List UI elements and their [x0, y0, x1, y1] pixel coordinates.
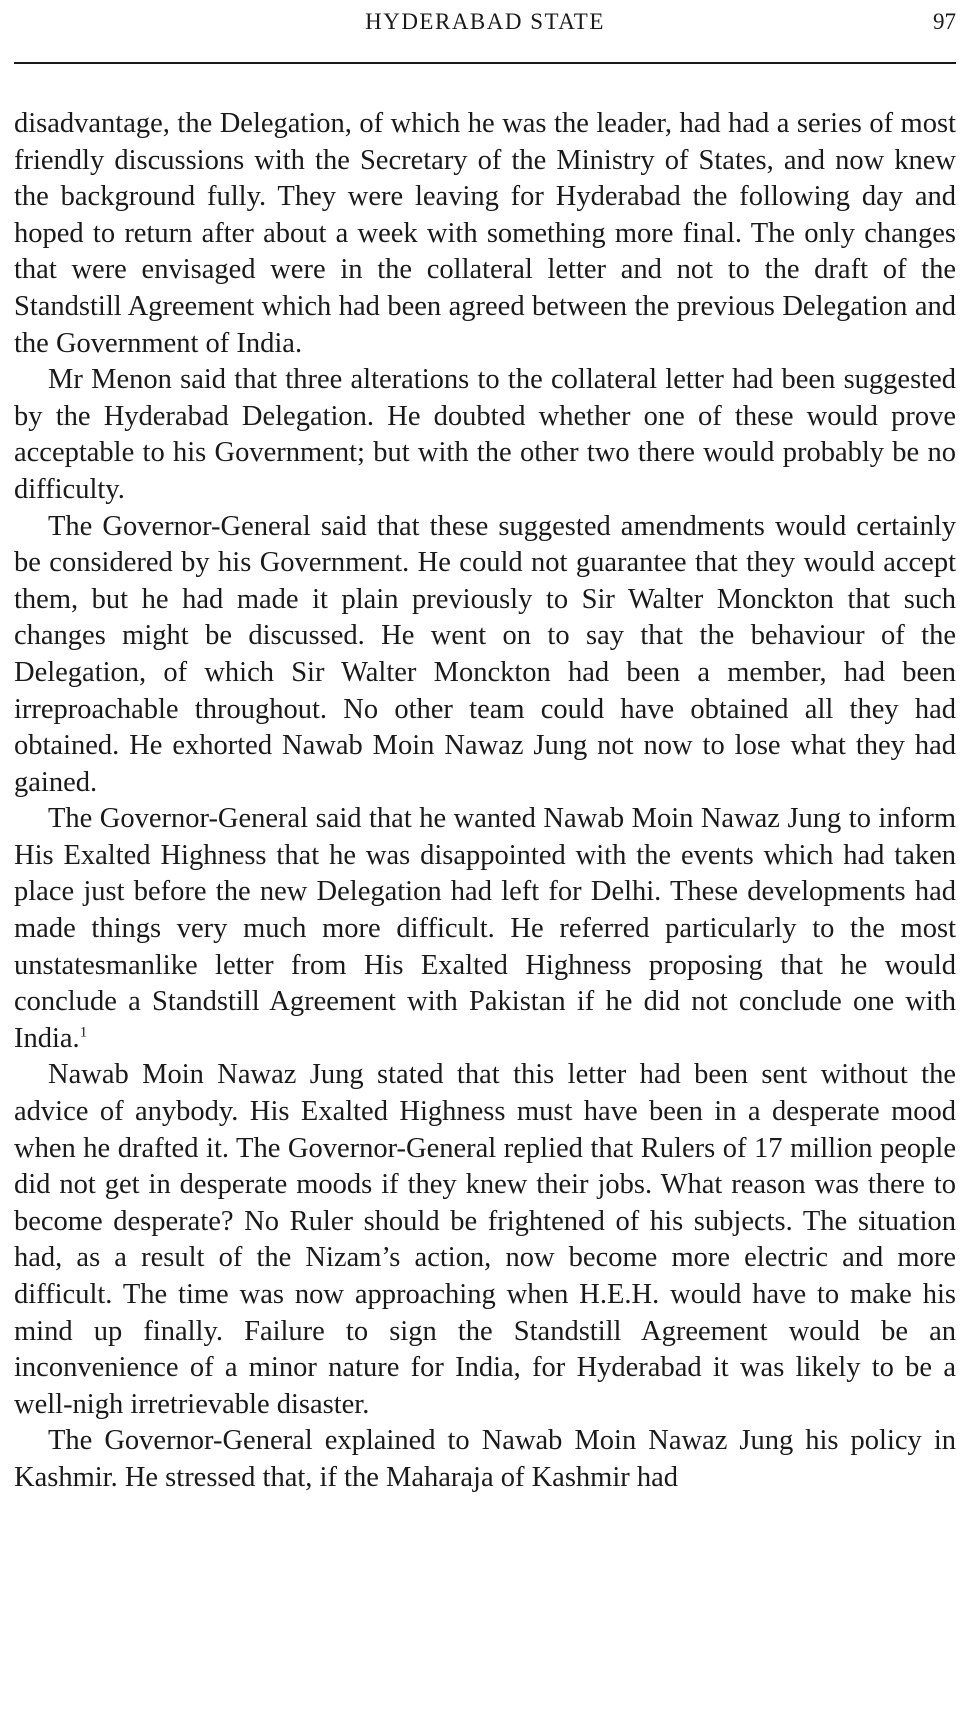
paragraph-text: disadvantage, the Delegation, of which he was the leader, had had a series of most friendly discussions with the Secretary of the Ministry of States, and now knew the background fully. They were leaving for Hyderabad the following day and hoped to return after about a week with something more final. The only changes that were envisaged were in the collateral letter and not to the draft of the Standstill Agreement which had been agreed between the previous Delegation and the Government of India. — [14, 108, 956, 359]
page-number: 97 — [933, 9, 956, 34]
paragraph-text: Mr Menon said that three alterations to the collateral letter had been suggested by the Hyderabad Delegation. He doubted whether one of these would prove acceptable to his Government; but with the other two there would probably be no difficulty. — [14, 364, 956, 505]
running-head — [14, 9, 956, 39]
paragraph-text: Nawab Moin Nawaz Jung stated that this letter had been sent without the advice of anybody. His Exalted Highness must have been in a desperate mood when he drafted it. The Governor-General replied that Rulers of 17 million people did not get in desperate moods if they knew their jobs. What reason was there to become desperate? No Ruler should be frightened of his subjects. The situation had, as a result of the Nizam’s action, now become more electric and more difficult. The time was now approaching when H.E.H. would have to make his mind up finally. Failure to sign the Standstill Agreement would be an inconvenience of a minor nature for India, for Hyderabad it was likely to be a well-nigh irretrievable disaster. — [14, 1059, 956, 1420]
paragraph — [14, 1423, 956, 1496]
footnote-reference[interactable]: 1 — [79, 1024, 88, 1041]
running-title: HYDERABAD STATE — [365, 9, 605, 34]
paragraph-text: The Governor-General said that these suggested amendments would certainly be considered by his Government. He could not guarantee that they would accept them, but he had made it plain previously to Sir Walter Monckton that such changes might be discussed. He went on to say that the behaviour of the Delegation, of which Sir Walter Monckton had been a member, had been irreproachable throughout. No other team could have obtained all they had obtained. He exhorted Nawab Moin Nawaz Jung not now to lose what they had gained. — [14, 510, 956, 798]
paragraph — [14, 801, 956, 1057]
paragraph — [14, 509, 956, 802]
header-rule — [14, 62, 956, 64]
paragraph-text: The Governor-General explained to Nawab Moin Nawaz Jung his policy in Kashmir. He stressed that, if the Maharaja of Kashmir had — [14, 1425, 956, 1493]
body-text — [14, 106, 956, 1497]
paragraph-continued — [14, 106, 956, 362]
paragraph — [14, 1057, 956, 1423]
paragraph-text: The Governor-General said that he wanted Nawab Moin Nawaz Jung to inform His Exalted Highness that he was disappointed with the events which had taken place just before the new Delegation had left for Delhi. These developments had made things very much more difficult. He referred particularly to the most unstatesmanlike letter from His Exalted Highness proposing that he would conclude a Standstill Agreement with Pakistan if he did not conclude one with India. — [14, 803, 956, 1054]
paragraph — [14, 362, 956, 508]
